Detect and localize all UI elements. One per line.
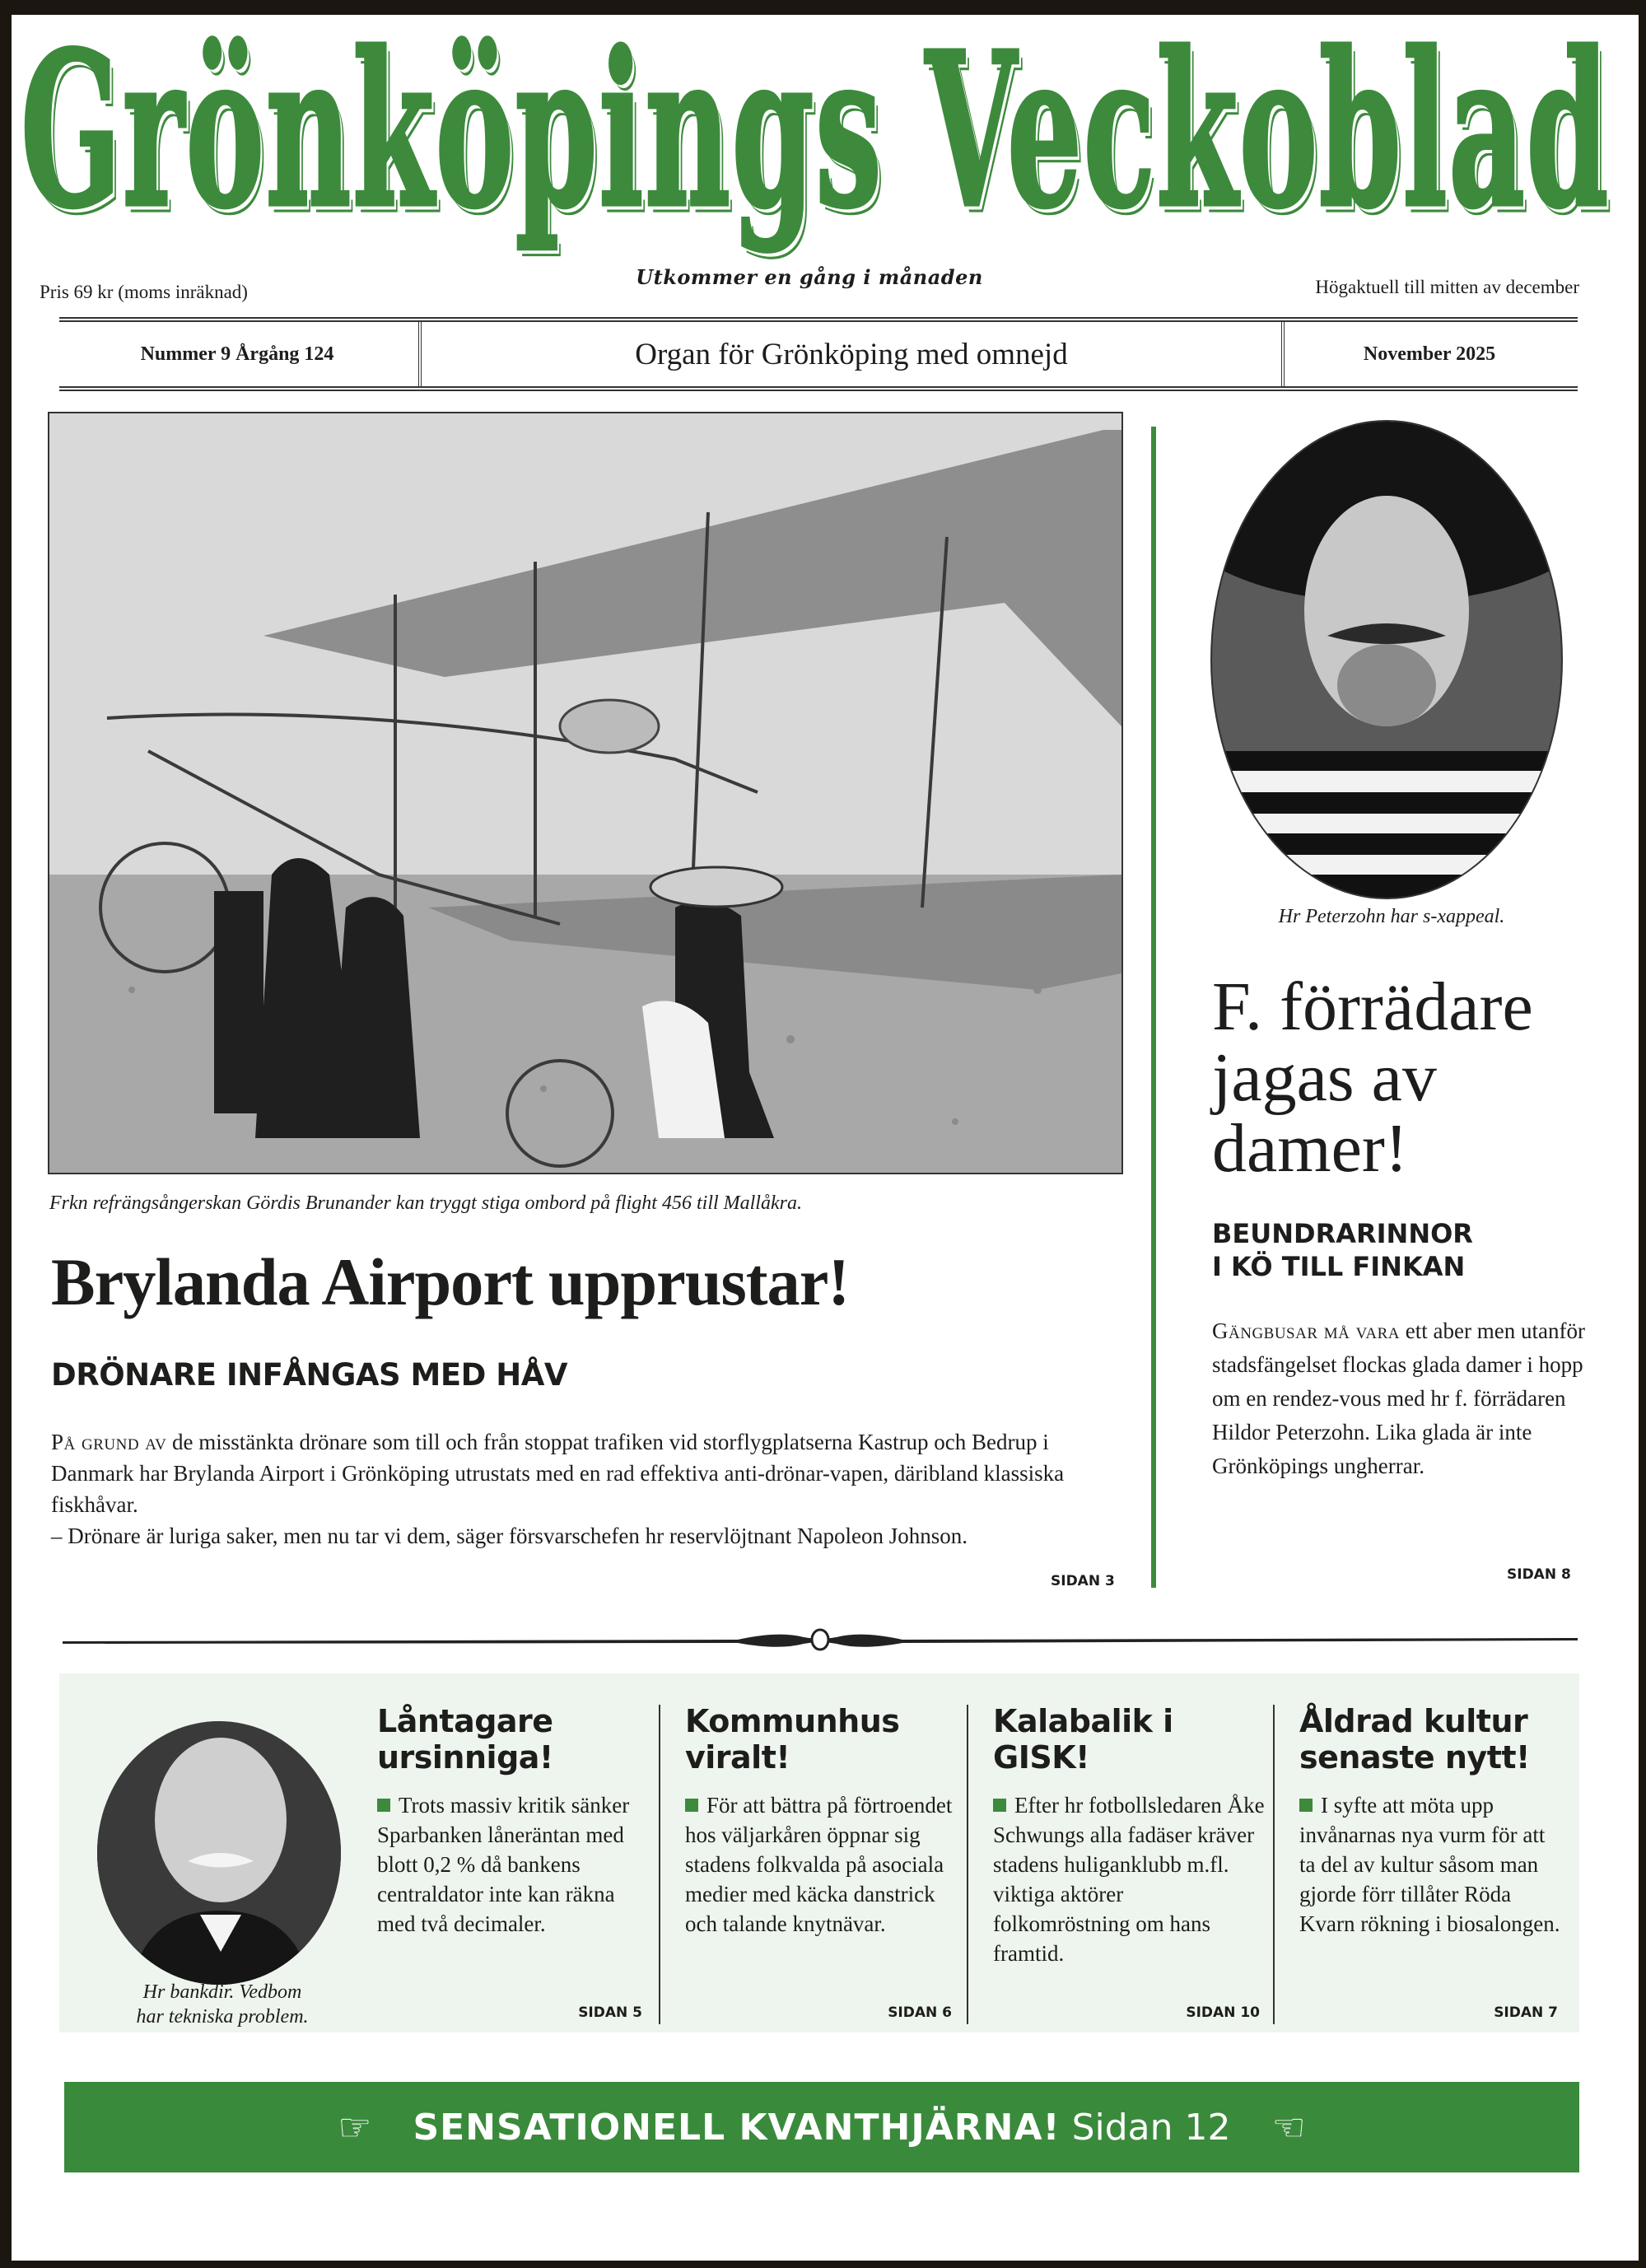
green-square-bullet-icon [1299,1799,1313,1812]
ornament-divider [63,1627,1578,1652]
banner-page-ref: Sidan 12 [1071,2106,1231,2149]
peterzohn-portrait [1210,420,1563,899]
lead-photo-biplane [48,412,1123,1174]
price-label: Pris 69 kr (moms inräknad) [40,282,248,302]
currency-note: Högaktuell till mitten av december [1315,277,1579,297]
rule-bottom [59,386,1578,391]
teaser-banner[interactable] [64,2082,1579,2172]
brief-divider [967,1705,968,2024]
brief-body-text: I syfte att möta upp invånarnas nya vurm för att ta del av kultur såsom man gjorde förr tillåter Röda Kvarn rökning i biosalongen. [1299,1793,1560,1936]
brief-page-ref[interactable]: SIDAN 6 [888,2004,952,2021]
side-subhead-line-2: I KÖ TILL FINKAN [1212,1251,1466,1282]
brief-lantagare [377,1703,647,2024]
brief-page-ref[interactable]: SIDAN 7 [1494,2004,1558,2021]
brief-page-ref[interactable]: SIDAN 10 [1186,2004,1260,2021]
vedbom-portrait [97,1721,341,1985]
brief-body [993,1790,1265,1968]
issue-number: Nummer 9 Årgång 124 [140,343,334,365]
bank-photo-caption [91,1980,354,2029]
brief-body-text: Trots massiv kritik sänker Sparbanken låneräntan med blott 0,2 % då bankens centraldator inte kan räkna med två decimaler. [377,1793,630,1936]
lead-photo-caption: Frkn refrängsångerskan Gördis Brunander kan tryggt stiga ombord på flight 456 till Mallåkra. [49,1192,802,1214]
brief-divider [659,1705,660,2024]
brief-body [685,1790,957,1939]
bank-caption-line-2: har tekniska problem. [136,2006,309,2028]
portrait-illustration [1212,422,1561,898]
green-square-bullet-icon [993,1799,1006,1812]
brief-title: Kalabalik i GISK! [993,1703,1173,1776]
brief-body [377,1790,647,1939]
brief-title: Kommunhus viralt! [685,1703,900,1776]
masthead-subrow [40,265,1579,302]
lead-smallcaps-opener: På grund av [51,1430,167,1454]
side-subhead-line-1: BEUNDRARINNOR [1212,1218,1473,1249]
side-subhead [1212,1217,1473,1283]
masthead-title: Grönköpings Veckoblad [20,7,1611,256]
lead-paragraph-2: – Drönare är luriga saker, men nu tar vi dem, säger försvarschefen hr reservlöjtnant Napoleon Johnson. [51,1524,968,1548]
brief-body-text: Efter hr fotbollsledaren Åke Schwungs alla fadäser kräver stadens huliganklubb m.fl. viktiga aktörer folkomröstning om hans framtid. [993,1793,1265,1966]
brief-aldrad-kultur [1299,1703,1563,2024]
biplane-photo-illustration [49,413,1121,1173]
side-smallcaps-opener: Gängbusar må vara [1212,1318,1401,1343]
lead-headline: Brylanda Airport upprustar! [51,1244,850,1319]
brief-title: Åldrad kultur senaste nytt! [1299,1703,1530,1776]
pointing-hand-left-icon: ☜ [1271,2107,1306,2149]
motto: Organ för Grönköping med omnejd [418,322,1285,386]
side-body [1212,1314,1591,1483]
brief-kalabalik [993,1703,1265,2024]
masthead [20,7,1611,256]
lead-paragraph-1 [51,1426,1121,1520]
side-photo-caption: Hr Peterzohn har s-xappeal. [1278,906,1505,927]
bank-portrait-illustration [97,1721,341,1985]
issue-info-bar [59,317,1578,391]
column-divider-green [1151,427,1156,1588]
banner-text: SENSATIONELL KVANTHJÄRNA! [413,2106,1061,2149]
pointing-hand-right-icon: ☞ [338,2107,372,2149]
lead-body [51,1426,1121,1552]
brief-page-ref[interactable]: SIDAN 5 [578,2004,642,2021]
side-headline: F. förrädare jagas av damer! [1212,968,1533,1187]
lead-paragraph-1-text: de misstänkta drönare som till och från stoppat trafiken vid storflygplatserna Kastrup och Bedrup i Danmark har Brylanda Airport i Grönköping utrustats med en rad effektiva anti-drönar-vapen, däribland klassiska fiskhåvar. [51,1430,1065,1517]
green-square-bullet-icon [685,1799,698,1812]
brief-body-text: För att bättra på förtroendet hos väljarkåren öppnar sig stadens folkvalda på asociala medier med käcka danstrick och talande knytnävar. [685,1793,953,1936]
green-square-bullet-icon [377,1799,390,1812]
bank-caption-line-1: Hr bankdir. Vedbom [142,1981,302,2003]
brief-title: Låntagare ursinniga! [377,1703,553,1776]
side-page-ref[interactable]: SIDAN 8 [1507,1566,1571,1583]
lead-subhead: DRÖNARE INFÅNGAS MED HÅV [51,1357,567,1393]
issue-date: November 2025 [1363,343,1496,365]
brief-divider [1273,1705,1275,2024]
side-body-text: ett aber men utanför stadsfängelset flockas glada damer i hopp om en rendez-vous med hr f. förrädaren Hildor Peterzohn. Lika glada är inte Grönköpings ungherrar. [1212,1318,1585,1478]
lead-page-ref[interactable]: SIDAN 3 [1051,1573,1115,1589]
brief-kommunhus [685,1703,957,2024]
tagline: Utkommer en gång i månaden [636,265,983,289]
brief-body [1299,1790,1563,1939]
